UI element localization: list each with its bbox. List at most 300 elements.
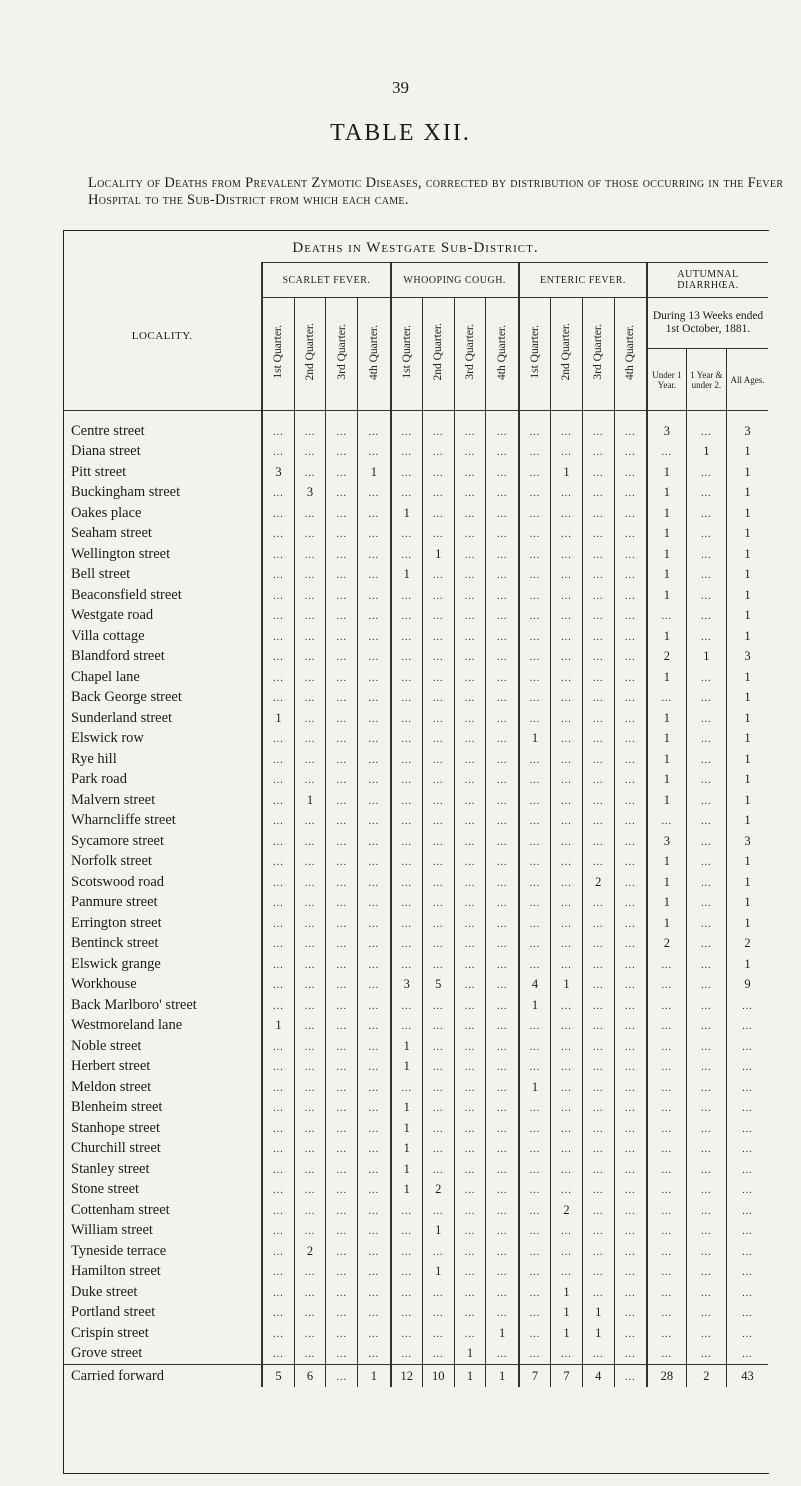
enteric-q2-cell: ... <box>551 1241 583 1262</box>
whooping-q2-cell: ... <box>422 1036 454 1057</box>
diarrhoea-under-1-cell: 1 <box>647 770 686 791</box>
enteric-q4-cell: ... <box>614 462 647 483</box>
whooping-q2-cell: ... <box>422 749 454 770</box>
whooping-q2-cell: ... <box>422 606 454 627</box>
enteric-q3-cell: ... <box>582 893 614 914</box>
scarlet-q1-cell: ... <box>262 995 294 1016</box>
scarlet-q2-cell: ... <box>294 544 326 565</box>
table-row <box>63 913 768 934</box>
enteric-q3-cell: ... <box>582 1016 614 1037</box>
locality-cell: Park road <box>71 771 127 788</box>
whooping-q2-cell: ... <box>422 421 454 442</box>
whooping-q4-cell: ... <box>486 421 519 442</box>
diarrhoea-1-to-2-cell: ... <box>686 1262 726 1283</box>
whooping-q4-cell: ... <box>486 1139 519 1160</box>
scarlet-q2-cell: ... <box>294 626 326 647</box>
whooping-q3-cell: ... <box>454 585 486 606</box>
enteric-q1-cell: ... <box>519 708 551 729</box>
whooping-q4-cell: ... <box>486 1200 519 1221</box>
enteric-q3-cell: 1 <box>582 1303 614 1324</box>
diarrhoea-under-1-cell: 1 <box>647 749 686 770</box>
whooping-q2-cell: 1 <box>422 544 454 565</box>
enteric-q4-cell: ... <box>614 667 647 688</box>
whooping-q3-cell: ... <box>454 1221 486 1242</box>
enteric-q3-cell: ... <box>582 1221 614 1242</box>
enteric-q4-cell: ... <box>614 708 647 729</box>
whooping-q4-cell: ... <box>486 770 519 791</box>
scarlet-q2-cell: ... <box>294 852 326 873</box>
enteric-q4-cell: ... <box>614 565 647 586</box>
table-caption: Locality of Deaths from Prevalent Zymotic Diseases, corrected by distribution of those occurring in the Fever Hospital to the Sub-District from which each came. <box>88 175 784 208</box>
enteric-q1-cell: ... <box>519 790 551 811</box>
scarlet-q1-cell: ... <box>262 606 294 627</box>
scarlet-q1-cell: ... <box>262 749 294 770</box>
scarlet-q2-cell: ... <box>294 1057 326 1078</box>
scarlet-q1-cell: ... <box>262 1221 294 1242</box>
scarlet-q1-cell: ... <box>262 1241 294 1262</box>
enteric-q3-header: 3rd Quarter. <box>582 298 614 411</box>
scarlet-q1-cell: ... <box>262 729 294 750</box>
whooping-q1-cell: ... <box>391 934 423 955</box>
enteric-q2-cell: ... <box>551 442 583 463</box>
whooping-q1-cell: ... <box>391 729 423 750</box>
enteric-q2-cell: 7 <box>551 1365 583 1388</box>
diarrhoea-under-1-cell: ... <box>647 1098 686 1119</box>
whooping-q2-cell: ... <box>422 852 454 873</box>
diarrhoea-under-1-cell: 1 <box>647 872 686 893</box>
enteric-q3-cell: ... <box>582 606 614 627</box>
whooping-q3-cell: ... <box>454 872 486 893</box>
diarrhoea-under-1-cell: ... <box>647 688 686 709</box>
whooping-q2-cell: ... <box>422 483 454 504</box>
diarrhoea-all-ages-cell: ... <box>727 1221 768 1242</box>
table-title: TABLE XII. <box>330 120 471 146</box>
scarlet-q4-cell: ... <box>358 585 391 606</box>
diarrhoea-under-1-cell: ... <box>647 995 686 1016</box>
whooping-q4-cell: ... <box>486 1016 519 1037</box>
diarrhoea-1-to-2-cell: ... <box>686 421 726 442</box>
whooping-q3-cell: 1 <box>454 1344 486 1365</box>
enteric-q3-cell: ... <box>582 995 614 1016</box>
scarlet-q1-cell: ... <box>262 626 294 647</box>
table-row <box>63 708 768 729</box>
whooping-q1-cell: 12 <box>391 1365 423 1388</box>
scarlet-q1-cell: 5 <box>262 1365 294 1388</box>
enteric-q4-cell: ... <box>614 995 647 1016</box>
whooping-q2-cell: ... <box>422 790 454 811</box>
whooping-q4-cell: ... <box>486 913 519 934</box>
locality-cell: Herbert street <box>71 1058 151 1075</box>
enteric-q4-cell: ... <box>614 585 647 606</box>
table-row <box>63 1077 768 1098</box>
whooping-q4-cell: ... <box>486 811 519 832</box>
scarlet-q3-cell: ... <box>326 606 358 627</box>
whooping-q1-cell: 1 <box>391 565 423 586</box>
scarlet-q2-cell: ... <box>294 934 326 955</box>
enteric-q4-cell: ... <box>614 1057 647 1078</box>
enteric-q4-cell: ... <box>614 1200 647 1221</box>
scarlet-q4-cell: ... <box>358 667 391 688</box>
whooping-q2-cell: ... <box>422 954 454 975</box>
locality-cell: Buckingham street <box>71 484 181 501</box>
enteric-q2-cell: ... <box>551 1180 583 1201</box>
scarlet-q3-cell: ... <box>326 1262 358 1283</box>
enteric-q2-cell: ... <box>551 483 583 504</box>
enteric-q2-cell: ... <box>551 1221 583 1242</box>
diarrhoea-all-ages-cell: 1 <box>727 626 768 647</box>
whooping-q4-cell: ... <box>486 524 519 545</box>
enteric-q4-cell: ... <box>614 503 647 524</box>
enteric-q4-cell: ... <box>614 544 647 565</box>
whooping-q2-cell: ... <box>422 1323 454 1344</box>
scarlet-q2-cell: ... <box>294 421 326 442</box>
whooping-q1-cell: ... <box>391 893 423 914</box>
all-ages-header: All Ages. <box>727 349 768 411</box>
scarlet-q4-cell: ... <box>358 606 391 627</box>
enteric-q4-cell: ... <box>614 893 647 914</box>
enteric-q1-cell: ... <box>519 872 551 893</box>
whooping-q2-cell: ... <box>422 503 454 524</box>
diarrhoea-1-to-2-cell: ... <box>686 852 726 873</box>
enteric-q4-cell: ... <box>614 975 647 996</box>
enteric-q3-cell: ... <box>582 565 614 586</box>
whooping-q1-cell: ... <box>391 913 423 934</box>
enteric-q1-cell: ... <box>519 483 551 504</box>
diarrhoea-1-to-2-cell: ... <box>686 1057 726 1078</box>
whooping-q1-cell: ... <box>391 462 423 483</box>
scarlet-q4-cell: ... <box>358 1139 391 1160</box>
table-row <box>63 1139 768 1160</box>
whooping-q3-cell: ... <box>454 606 486 627</box>
whooping-q3-cell: 1 <box>454 1365 486 1388</box>
enteric-q2-cell: ... <box>551 1036 583 1057</box>
scarlet-q3-cell: ... <box>326 1365 358 1388</box>
diarrhoea-1-to-2-cell: ... <box>686 893 726 914</box>
scarlet-q2-cell: ... <box>294 770 326 791</box>
whooping-q4-cell: ... <box>486 1282 519 1303</box>
enteric-q2-cell: ... <box>551 1159 583 1180</box>
whooping-q1-cell: ... <box>391 708 423 729</box>
table-row <box>63 421 768 442</box>
enteric-q2-cell: ... <box>551 688 583 709</box>
scarlet-q2-cell: 2 <box>294 1241 326 1262</box>
locality-cell: Workhouse <box>71 976 137 993</box>
diarrhoea-all-ages-cell: 2 <box>727 934 768 955</box>
scarlet-q4-cell: ... <box>358 1159 391 1180</box>
diarrhoea-1-to-2-cell: ... <box>686 934 726 955</box>
scarlet-q3-cell: ... <box>326 1036 358 1057</box>
whooping-q3-cell: ... <box>454 1036 486 1057</box>
enteric-q3-cell: ... <box>582 1139 614 1160</box>
enteric-q2-cell: ... <box>551 1118 583 1139</box>
diarrhoea-1-to-2-cell: ... <box>686 565 726 586</box>
scarlet-q3-cell: ... <box>326 462 358 483</box>
whooping-q4-cell: ... <box>486 893 519 914</box>
diarrhoea-under-1-cell: 1 <box>647 503 686 524</box>
whooping-q4-cell: ... <box>486 626 519 647</box>
whooping-q3-cell: ... <box>454 1098 486 1119</box>
whooping-q4-cell: ... <box>486 503 519 524</box>
diarrhoea-all-ages-cell: 1 <box>727 893 768 914</box>
locality-cell: Westmoreland lane <box>71 1017 183 1034</box>
table-row <box>63 688 768 709</box>
diarrhoea-1-to-2-cell: ... <box>686 1303 726 1324</box>
diarrhoea-1-to-2-cell: ... <box>686 1180 726 1201</box>
enteric-q4-cell: ... <box>614 1016 647 1037</box>
locality-cell: Noble street <box>71 1037 142 1054</box>
scarlet-q1-cell: ... <box>262 565 294 586</box>
enteric-q2-cell: ... <box>551 503 583 524</box>
diarrhoea-all-ages-cell: 1 <box>727 524 768 545</box>
scarlet-q4-cell: ... <box>358 565 391 586</box>
one-to-two-years-header: 1 Year & under 2. <box>686 349 726 411</box>
diarrhoea-under-1-cell: 3 <box>647 421 686 442</box>
whooping-q4-cell: ... <box>486 442 519 463</box>
diarrhoea-under-1-cell: ... <box>647 954 686 975</box>
table-row <box>63 1344 768 1365</box>
enteric-q1-cell: ... <box>519 1139 551 1160</box>
enteric-q1-cell: ... <box>519 831 551 852</box>
scarlet-q1-cell: ... <box>262 954 294 975</box>
enteric-q4-cell: ... <box>614 1159 647 1180</box>
locality-cell: Wharncliffe street <box>71 812 176 829</box>
scarlet-q1-cell: ... <box>262 852 294 873</box>
diarrhoea-1-to-2-cell: ... <box>686 913 726 934</box>
enteric-q4-cell: ... <box>614 1262 647 1283</box>
whooping-q4-cell: ... <box>486 1036 519 1057</box>
enteric-q3-cell: ... <box>582 1118 614 1139</box>
whooping-q2-cell: ... <box>422 442 454 463</box>
diarrhoea-under-1-cell: ... <box>647 1159 686 1180</box>
table-row <box>63 893 768 914</box>
diarrhoea-all-ages-cell: ... <box>727 1036 768 1057</box>
enteric-q3-cell: ... <box>582 831 614 852</box>
locality-cell: Stanhope street <box>71 1119 160 1136</box>
whooping-q2-header: 2nd Quarter. <box>422 298 454 411</box>
enteric-q3-cell: ... <box>582 934 614 955</box>
whooping-q2-cell: ... <box>422 1159 454 1180</box>
table-row <box>63 770 768 791</box>
whooping-q3-header: 3rd Quarter. <box>454 298 486 411</box>
scarlet-q3-cell: ... <box>326 995 358 1016</box>
enteric-q3-cell: ... <box>582 913 614 934</box>
whooping-q4-cell: ... <box>486 872 519 893</box>
whooping-q4-cell: ... <box>486 688 519 709</box>
enteric-q1-cell: ... <box>519 688 551 709</box>
scarlet-q4-cell: ... <box>358 1323 391 1344</box>
scarlet-q3-cell: ... <box>326 1323 358 1344</box>
enteric-q3-cell: ... <box>582 544 614 565</box>
table-row <box>63 1262 768 1283</box>
diarrhoea-1-to-2-cell: ... <box>686 872 726 893</box>
whooping-q1-cell: ... <box>391 1282 423 1303</box>
whooping-q4-cell: ... <box>486 1180 519 1201</box>
scarlet-q2-cell: ... <box>294 1118 326 1139</box>
enteric-q3-cell: ... <box>582 1241 614 1262</box>
enteric-q1-cell: ... <box>519 1241 551 1262</box>
whooping-q3-cell: ... <box>454 1139 486 1160</box>
table-row <box>63 1057 768 1078</box>
enteric-q3-cell: ... <box>582 852 614 873</box>
enteric-q1-cell: 1 <box>519 1077 551 1098</box>
scarlet-q3-cell: ... <box>326 688 358 709</box>
enteric-q4-cell: ... <box>614 606 647 627</box>
enteric-q4-cell: ... <box>614 852 647 873</box>
scarlet-q4-cell: ... <box>358 1016 391 1037</box>
scarlet-q3-cell: ... <box>326 667 358 688</box>
enteric-q3-cell: ... <box>582 811 614 832</box>
scarlet-q1-cell: ... <box>262 1159 294 1180</box>
whooping-q2-cell: ... <box>422 1016 454 1037</box>
enteric-q2-cell: ... <box>551 565 583 586</box>
whooping-q3-cell: ... <box>454 503 486 524</box>
locality-cell: Tyneside terrace <box>71 1242 167 1259</box>
enteric-q2-cell: 1 <box>551 1303 583 1324</box>
enteric-q3-cell: ... <box>582 1098 614 1119</box>
scarlet-q2-cell: ... <box>294 749 326 770</box>
whooping-q3-cell: ... <box>454 544 486 565</box>
scarlet-q4-cell: ... <box>358 1221 391 1242</box>
diarrhoea-1-to-2-cell: ... <box>686 1098 726 1119</box>
table-row <box>63 606 768 627</box>
diarrhoea-all-ages-cell: 1 <box>727 811 768 832</box>
locality-cell: Portland street <box>71 1304 156 1321</box>
scarlet-q4-cell: ... <box>358 1282 391 1303</box>
whooping-q4-cell: ... <box>486 729 519 750</box>
scarlet-q4-cell: ... <box>358 913 391 934</box>
enteric-q3-cell: ... <box>582 1036 614 1057</box>
enteric-q4-cell: ... <box>614 1365 647 1388</box>
enteric-q1-cell: ... <box>519 606 551 627</box>
diarrhoea-under-1-cell: ... <box>647 1221 686 1242</box>
enteric-q2-cell: ... <box>551 1057 583 1078</box>
locality-cell: Panmure street <box>71 894 158 911</box>
whooping-q1-cell: ... <box>391 421 423 442</box>
scarlet-q4-cell: 1 <box>358 462 391 483</box>
diarrhoea-under-1-cell: 1 <box>647 483 686 504</box>
scarlet-q3-cell: ... <box>326 585 358 606</box>
enteric-q1-header: 1st Quarter. <box>519 298 551 411</box>
locality-header: LOCALITY. <box>63 263 262 411</box>
table-row <box>63 1303 768 1324</box>
diarrhoea-all-ages-cell: 1 <box>727 606 768 627</box>
whooping-q2-cell: 5 <box>422 975 454 996</box>
scarlet-q3-cell: ... <box>326 934 358 955</box>
diarrhoea-all-ages-cell: 1 <box>727 954 768 975</box>
enteric-q4-cell: ... <box>614 1303 647 1324</box>
enteric-q2-cell: ... <box>551 852 583 873</box>
enteric-q1-cell: 7 <box>519 1365 551 1388</box>
locality-cell: Blandford street <box>71 648 165 665</box>
scarlet-q2-cell: 3 <box>294 483 326 504</box>
enteric-q3-cell: ... <box>582 729 614 750</box>
enteric-q2-cell: ... <box>551 1262 583 1283</box>
scarlet-q1-cell: ... <box>262 483 294 504</box>
whooping-q2-cell: ... <box>422 647 454 668</box>
enteric-q2-cell: ... <box>551 1016 583 1037</box>
enteric-q2-cell: ... <box>551 729 583 750</box>
whooping-q2-cell: ... <box>422 708 454 729</box>
scarlet-q1-cell: ... <box>262 421 294 442</box>
whooping-q1-cell: ... <box>391 442 423 463</box>
scarlet-q1-cell: ... <box>262 975 294 996</box>
scarlet-q3-cell: ... <box>326 1344 358 1365</box>
enteric-q2-cell: 1 <box>551 462 583 483</box>
whooping-q2-cell: ... <box>422 934 454 955</box>
whooping-q1-cell: ... <box>391 831 423 852</box>
whooping-q3-cell: ... <box>454 1118 486 1139</box>
scarlet-q1-cell: 1 <box>262 1016 294 1037</box>
whooping-q2-cell: ... <box>422 1098 454 1119</box>
diarrhoea-all-ages-cell: ... <box>727 1241 768 1262</box>
whooping-q2-cell: ... <box>422 462 454 483</box>
whooping-q4-cell: ... <box>486 934 519 955</box>
scarlet-q3-cell: ... <box>326 1282 358 1303</box>
whooping-q4-cell: ... <box>486 462 519 483</box>
table-row <box>63 1159 768 1180</box>
diarrhoea-under-1-cell: ... <box>647 1303 686 1324</box>
whooping-q1-cell: ... <box>391 544 423 565</box>
diarrhoea-1-to-2-cell: ... <box>686 688 726 709</box>
scarlet-q2-cell: ... <box>294 708 326 729</box>
whooping-q3-cell: ... <box>454 811 486 832</box>
diarrhoea-all-ages-cell: 43 <box>727 1365 768 1388</box>
diarrhoea-under-1-cell: 1 <box>647 524 686 545</box>
table-row <box>63 954 768 975</box>
enteric-q4-cell: ... <box>614 1241 647 1262</box>
enteric-q2-cell: ... <box>551 913 583 934</box>
enteric-q4-cell: ... <box>614 913 647 934</box>
enteric-q1-cell: ... <box>519 913 551 934</box>
locality-cell: Blenheim street <box>71 1099 163 1116</box>
whooping-q1-cell: ... <box>391 954 423 975</box>
enteric-q3-cell: ... <box>582 770 614 791</box>
scarlet-q1-cell: ... <box>262 688 294 709</box>
table-row <box>63 872 768 893</box>
enteric-q1-cell: ... <box>519 1200 551 1221</box>
diarrhoea-1-to-2-cell: 1 <box>686 442 726 463</box>
diarrhoea-all-ages-cell: 1 <box>727 770 768 791</box>
scarlet-q3-cell: ... <box>326 1221 358 1242</box>
scarlet-q4-cell: ... <box>358 1180 391 1201</box>
whooping-q2-cell: ... <box>422 811 454 832</box>
deaths-table <box>63 262 768 1387</box>
diarrhoea-period-header: During 13 Weeks ended 1st October, 1881. <box>647 298 768 349</box>
whooping-q4-cell: ... <box>486 790 519 811</box>
enteric-q3-cell: ... <box>582 503 614 524</box>
scarlet-q1-cell: 1 <box>262 708 294 729</box>
whooping-q4-cell: ... <box>486 708 519 729</box>
under-1-year-header: Under 1 Year. <box>647 349 686 411</box>
whooping-q3-cell: ... <box>454 708 486 729</box>
locality-cell: Beaconsfield street <box>71 586 182 603</box>
enteric-q2-cell: ... <box>551 585 583 606</box>
whooping-q3-cell: ... <box>454 1016 486 1037</box>
scarlet-q4-cell: ... <box>358 1303 391 1324</box>
diarrhoea-all-ages-cell: ... <box>727 1282 768 1303</box>
table-row <box>63 1118 768 1139</box>
scarlet-q4-cell: ... <box>358 544 391 565</box>
scarlet-q1-cell: ... <box>262 1344 294 1365</box>
enteric-q1-cell: 4 <box>519 975 551 996</box>
enteric-q4-cell: ... <box>614 954 647 975</box>
scarlet-q1-cell: ... <box>262 1200 294 1221</box>
locality-cell: Churchill street <box>71 1140 161 1157</box>
scarlet-q1-cell: ... <box>262 893 294 914</box>
scarlet-q3-cell: ... <box>326 647 358 668</box>
diarrhoea-1-to-2-cell: 2 <box>686 1365 726 1388</box>
enteric-q1-cell: ... <box>519 934 551 955</box>
